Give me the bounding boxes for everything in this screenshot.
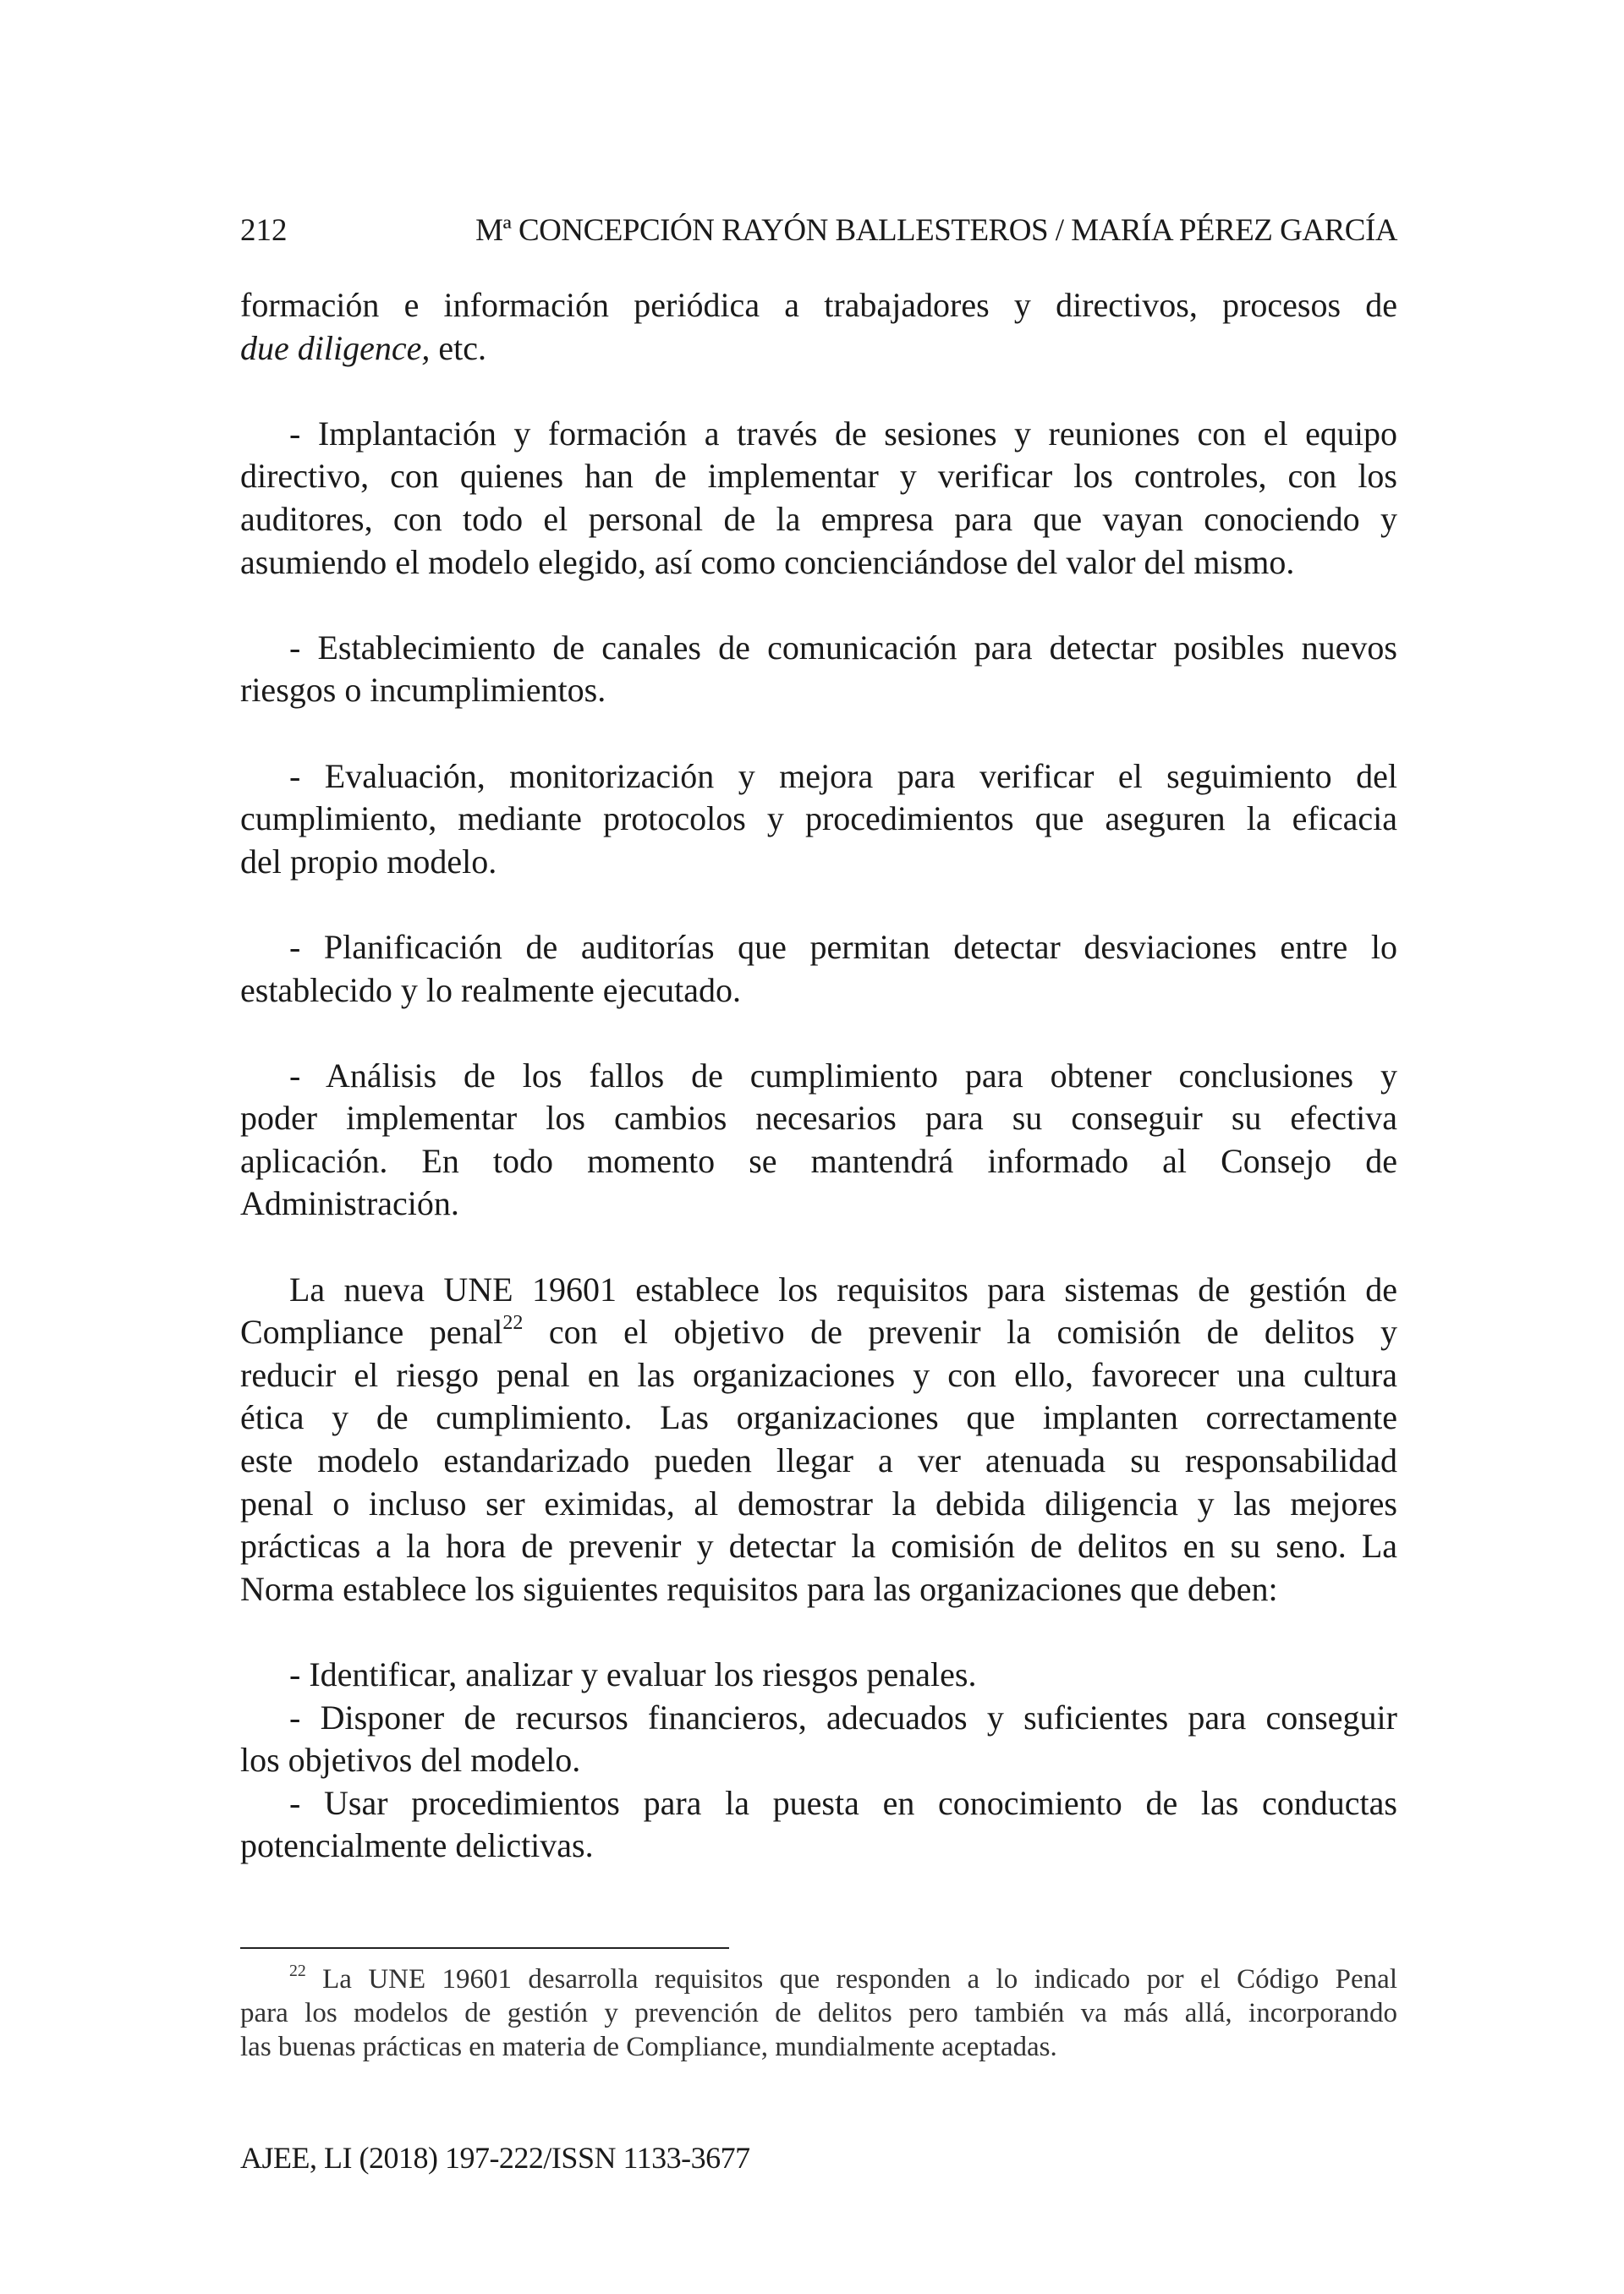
text-segment: penal o incluso ser eximidas, al demostrar la debida diligencia y las mejores — [240, 1484, 1397, 1523]
text-line — [240, 1962, 1397, 1996]
text-line — [240, 1654, 1397, 1697]
text-line — [240, 1825, 1397, 1868]
text-line — [240, 1568, 1397, 1611]
text-segment: - Análisis de los fallos de cumplimiento para obtener conclusiones y — [289, 1056, 1397, 1095]
running-header-authors: Mª CONCEPCIÓN RAYÓN BALLESTEROS / MARÍA PÉREZ GARCÍA — [475, 213, 1397, 248]
page-number: 212 — [240, 213, 288, 248]
text-line — [240, 541, 1397, 584]
text-segment: - Usar procedimientos para la puesta en conocimiento de las conductas — [289, 1783, 1397, 1822]
text-segment: - Evaluación, monitorización y mejora para verificar el seguimiento del — [289, 756, 1397, 795]
text-segment: prácticas a la hora de prevenir y detectar la comisión de delitos en su seno. La — [240, 1527, 1397, 1566]
text-segment: para los modelos de gestión y prevención de delitos pero también va más allá, incorporando — [240, 1998, 1397, 2028]
text-segment: - Planificación de auditorías que permitan detectar desviaciones entre lo — [289, 927, 1397, 966]
text-segment: formación e información periódica a trabajadores y directivos, procesos de — [240, 286, 1397, 324]
text-segment: los objetivos del modelo. — [240, 1741, 581, 1780]
text-segment: - Disponer de recursos financieros, adecuados y suficientes para conseguir — [289, 1698, 1397, 1737]
footnote — [240, 1962, 1397, 2064]
text-line — [240, 1996, 1397, 2030]
text-line — [240, 669, 1397, 712]
text-line — [240, 327, 1397, 370]
text-segment: Compliance penal — [240, 1313, 503, 1352]
paragraph — [240, 926, 1397, 1012]
text-line — [240, 2030, 1397, 2064]
text-segment: potencialmente delictivas. — [240, 1826, 594, 1865]
text-line — [240, 1525, 1397, 1568]
text-line — [240, 1782, 1397, 1825]
text-segment: Norma establece los siguientes requisitos para las organizaciones que deben: — [240, 1569, 1278, 1608]
text-segment: La nueva UNE 19601 establece los requisitos para sistemas de gestión de — [289, 1270, 1397, 1309]
text-line — [240, 1055, 1397, 1098]
text-line — [240, 455, 1397, 498]
paragraph — [240, 1055, 1397, 1226]
text-line — [240, 1140, 1397, 1183]
text-line — [240, 755, 1397, 799]
text-line — [240, 498, 1397, 541]
text-segment: este modelo estandarizado pueden llegar a ver atenuada su responsabilidad — [240, 1441, 1397, 1480]
text-segment: - Identificar, analizar y evaluar los riesgos penales. — [289, 1655, 977, 1693]
text-line — [240, 969, 1397, 1013]
footnote-reference: 22 — [502, 1312, 524, 1335]
text-line — [240, 1311, 1397, 1354]
paragraph — [240, 1654, 1397, 1697]
footnote-separator — [240, 1947, 729, 1949]
text-line — [240, 1354, 1397, 1397]
text-segment: reducir el riesgo penal en las organizaciones y con ello, favorecer una cultura — [240, 1355, 1397, 1394]
text-segment: etc. — [430, 328, 486, 367]
paragraph — [240, 755, 1397, 884]
text-line — [240, 1483, 1397, 1526]
text-segment: riesgos o incumplimientos. — [240, 671, 606, 710]
paragraph — [240, 284, 1397, 370]
text-segment: - Implantación y formación a través de sesiones y reuniones con el equipo — [289, 414, 1397, 453]
text-line — [240, 284, 1397, 327]
text-segment: directivo, con quienes han de implementar y verificar los controles, con los — [240, 457, 1397, 496]
text-line — [240, 1739, 1397, 1782]
text-line — [240, 1269, 1397, 1312]
text-line — [240, 798, 1397, 841]
paragraph — [240, 627, 1397, 712]
text-line — [240, 841, 1397, 884]
paragraph — [240, 1782, 1397, 1868]
text-line — [240, 926, 1397, 969]
paragraph — [240, 1269, 1397, 1611]
text-segment: asumiendo el modelo elegido, así como concienciándose del valor del mismo. — [240, 542, 1295, 581]
text-segment: Administración. — [240, 1184, 459, 1223]
text-segment: poder implementar los cambios necesarios para su conseguir su efectiva — [240, 1099, 1397, 1138]
text-segment: aplicación. En todo momento se mantendrá informado al Consejo de — [240, 1141, 1397, 1180]
footnote-reference: 22 — [289, 1962, 306, 1981]
text-segment: ética y de cumplimiento. Las organizaciones que implanten correctamente — [240, 1398, 1397, 1437]
paragraph — [240, 413, 1397, 584]
text-line — [240, 627, 1397, 670]
text-segment: del propio modelo. — [240, 842, 497, 881]
text-line — [240, 1097, 1397, 1140]
text-line — [240, 1183, 1397, 1226]
text-segment: - Establecimiento de canales de comunicación para detectar posibles nuevos — [289, 628, 1397, 667]
text-line — [240, 413, 1397, 456]
text-segment: las buenas prácticas en materia de Compliance, mundialmente aceptadas. — [240, 2032, 1057, 2062]
text-segment: cumplimiento, mediante protocolos y procedimientos que aseguren la eficacia — [240, 799, 1397, 838]
text-segment: due diligence, — [240, 328, 431, 367]
body-text — [240, 284, 1397, 1868]
text-line — [240, 1440, 1397, 1483]
text-segment: establecido y lo realmente ejecutado. — [240, 970, 741, 1009]
text-line — [240, 1697, 1397, 1740]
text-segment: auditores, con todo el personal de la empresa para que vayan conociendo y — [240, 499, 1397, 538]
text-segment: La UNE 19601 desarrolla requisitos que responden a lo indicado por el Código Penal — [305, 1964, 1397, 1995]
paragraph — [240, 1697, 1397, 1782]
journal-citation: AJEE, LI (2018) 197-222/ISSN 1133-3677 — [240, 2141, 750, 2175]
text-segment: con el objetivo de prevenir la comisión de delitos y — [523, 1313, 1398, 1352]
text-line — [240, 1397, 1397, 1440]
